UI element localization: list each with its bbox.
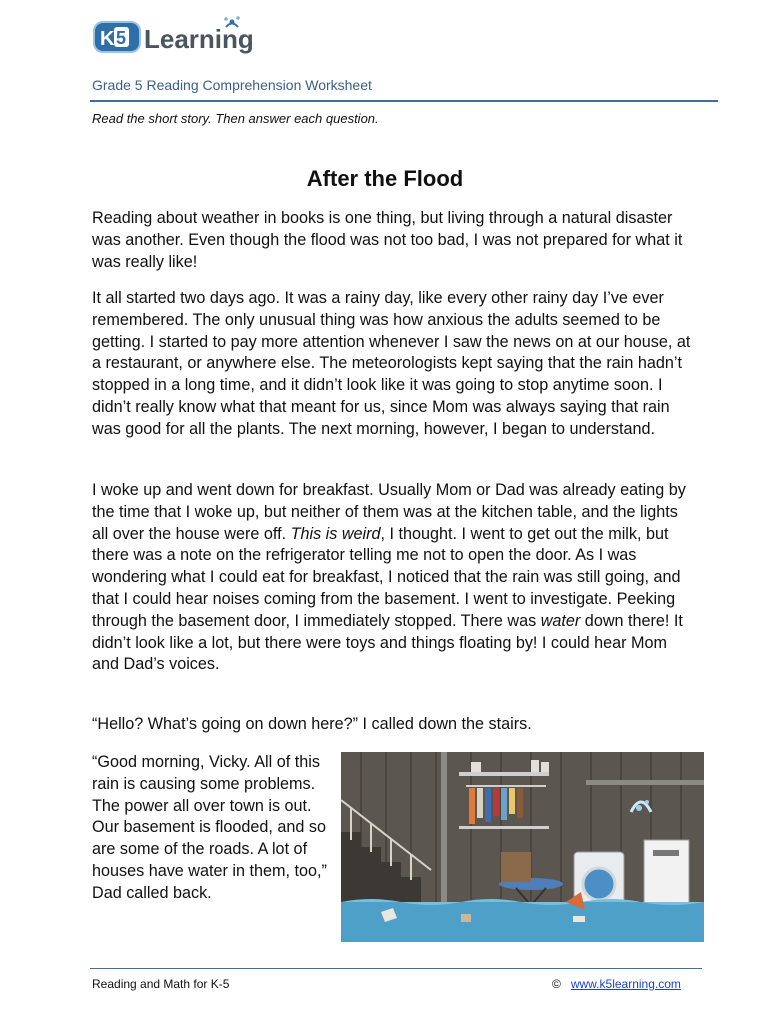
story-title: After the Flood — [306, 166, 464, 191]
svg-text:K: K — [100, 28, 115, 50]
svg-text:Learning: Learning — [144, 24, 254, 54]
footer-tagline: Reading and Math for K-5 — [92, 977, 230, 991]
flooded-basement-illustration — [341, 752, 704, 942]
story-paragraph-3 — [92, 480, 692, 676]
footer-divider — [90, 968, 702, 969]
instructions: Read the short story. Then answer each question. — [92, 111, 379, 126]
story-paragraph-5: “Good morning, Vicky. All of this rain is causing some problems. The power all over town is out. Our basement is flooded, and so are some of the roads. A lot of houses have water in them, too,” Dad called back. — [92, 753, 327, 902]
p3-italic-thought: This is weird — [290, 524, 381, 543]
worksheet-subject: Grade 5 Reading Comprehension Worksheet — [92, 77, 372, 93]
story-paragraph-1: Reading about weather in books is one thing, but living through a natural disaster was another. Even though the flood was not too bad, I was not prepared for what it was really like! — [92, 209, 683, 271]
p3-text-c: down there! It didn’t look like a lot, but there were toys and things floating by! I could hear Mom and Dad’s voices. — [92, 611, 683, 674]
k5-learning-logo — [92, 14, 262, 58]
story-paragraph-2: It all started two days ago. It was a rainy day, like every other rainy day I’ve ever remembered. The only unusual thing was how anxious the adults seemed to be getting. I started to pay more attention whenever I saw the news on at our house, at a restaurant, or anywhere else. The meteorologists kept saying that the rain hadn’t stopped in a long time, and it didn’t look like it was going to stop anytime soon. I didn’t really know what that meant for us, since Mom was always saying that rain was good for all the plants. The next morning, however, I began to understand. — [92, 289, 691, 438]
footer-copyright — [552, 977, 681, 991]
svg-text:5: 5 — [116, 28, 127, 48]
story-paragraph-4: “Hello? What’s going on down here?” I called down the stairs. — [92, 715, 532, 733]
header-divider — [90, 100, 718, 102]
k5-learning-logo-graphic — [92, 14, 262, 58]
p3-text-b: , I thought. I went to get out the milk, but there was a note on the refrigerator telling me not to open the door. As I was wondering what I could eat for breakfast, I noticed that the rain was still going, and that I could hear noises coming from the basement. I went to investigate. Peeking through the basement door, I immediately stopped. There was — [92, 524, 681, 630]
copyright-symbol: © — [552, 977, 561, 991]
p3-text-a: I woke up and went down for breakfast. Usually Mom or Dad was already eating by the time that I woke up, but neither of them was at the kitchen table, and the lights all over the house were off. — [92, 481, 686, 543]
website-link[interactable]: www.k5learning.com — [570, 977, 681, 991]
p3-italic-water: water — [540, 611, 581, 630]
